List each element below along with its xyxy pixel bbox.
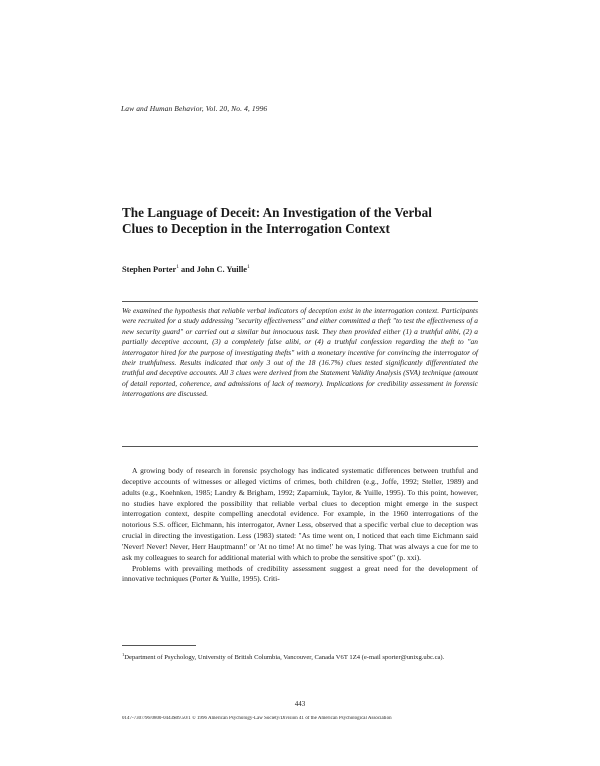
abstract-text: We examined the hypothesis that reliable verbal indicators of deception exist in the interrogation context. Participants were recruited for a study addressing "security effectiveness" and either committed a theft "to test the effectiveness of a new security guard" or carried out a similar but innocuous task. They then provided either (1) a truthful alibi, (2) a partially deceptive account, (3) a completely false alibi, or (4) a truthful confession regarding the theft to "an interrogator hired for the purpose of investigating thefts" with a monetary incentive for convincing the interrogator of their truthfulness. Results indicated that only 3 out of the 18 (16.7%) clues tested significantly differentiated the truthful and deceptive accounts. All 3 clues were derived from the Statement Validity Analysis (SVA) technique (amount of detail reported, coherence, and admissions of lack of memory). Implications for credibility assessment in forensic interrogations are discussed. — [122, 306, 478, 399]
author-conjunction: and — [178, 264, 197, 274]
body-text — [122, 466, 478, 585]
footnote-marker: 1 — [247, 264, 250, 270]
footnote-marker: 1 — [122, 652, 125, 657]
body-paragraph: Problems with prevailing methods of credibility assessment suggest a great need for the development of innovative techniques (Porter & Yuille, 1995). Criti- — [122, 563, 478, 584]
footnote-rule — [122, 645, 196, 646]
journal-citation: Law and Human Behavior, Vol. 20, No. 4, 1996 — [121, 104, 268, 113]
article-title: The Language of Deceit: An Investigation of the Verbal Clues to Deception in the Interrogation Context — [122, 205, 432, 236]
abstract-top-rule — [122, 301, 478, 302]
page-number: 443 — [294, 700, 306, 708]
footnote-text: Department of Psychology, University of British Columbia, Vancouver, Canada V6T 1Z4 (e-mail sporter@unixg.ubc.ca). — [124, 654, 445, 662]
author-name: John C. Yuille — [196, 264, 247, 274]
copyright-line: 0147-7307/96/0800-0443$09.50/1 © 1996 American Psychology-Law Society/Division 41 of the American Psychological Association — [122, 716, 392, 721]
footnote-marker: 1 — [176, 264, 179, 270]
author-name: Stephen Porter — [122, 264, 177, 274]
abstract-bottom-rule — [122, 446, 478, 447]
body-paragraph: A growing body of research in forensic psychology has indicated systematic differences between truthful and deceptive accounts of witnesses or alleged victims of crimes, both children (e.g., Joffe, 1992; Steller, 1989) and adults (e.g., Koehnken, 1985; Landry & Brigham, 1992; Zaparniuk, Taylor, & Yuille, 1995). To this point, however, no studies have explored the possibility that reliable verbal clues to deception might emerge in the suspect interrogation context, despite compelling anecdotal evidence. For example, in the 1960 interrogations of the notorious S.S. officer, Eichmann, his interrogator, Avner Less, observed that a specific verbal clue to deception was crucial in directing the investigation. Less (1983) stated: "As time went on, I noticed that each time Eichmann said 'Never! Never! Never, Herr Hauptmann!' or 'At no time! At no time!' he was lying. That was always a cue for me to ask my colleagues to search for additional material with which to probe the sensitive spot" (p. xxi). — [122, 466, 478, 562]
author-line — [122, 264, 250, 274]
footnote — [122, 650, 478, 662]
